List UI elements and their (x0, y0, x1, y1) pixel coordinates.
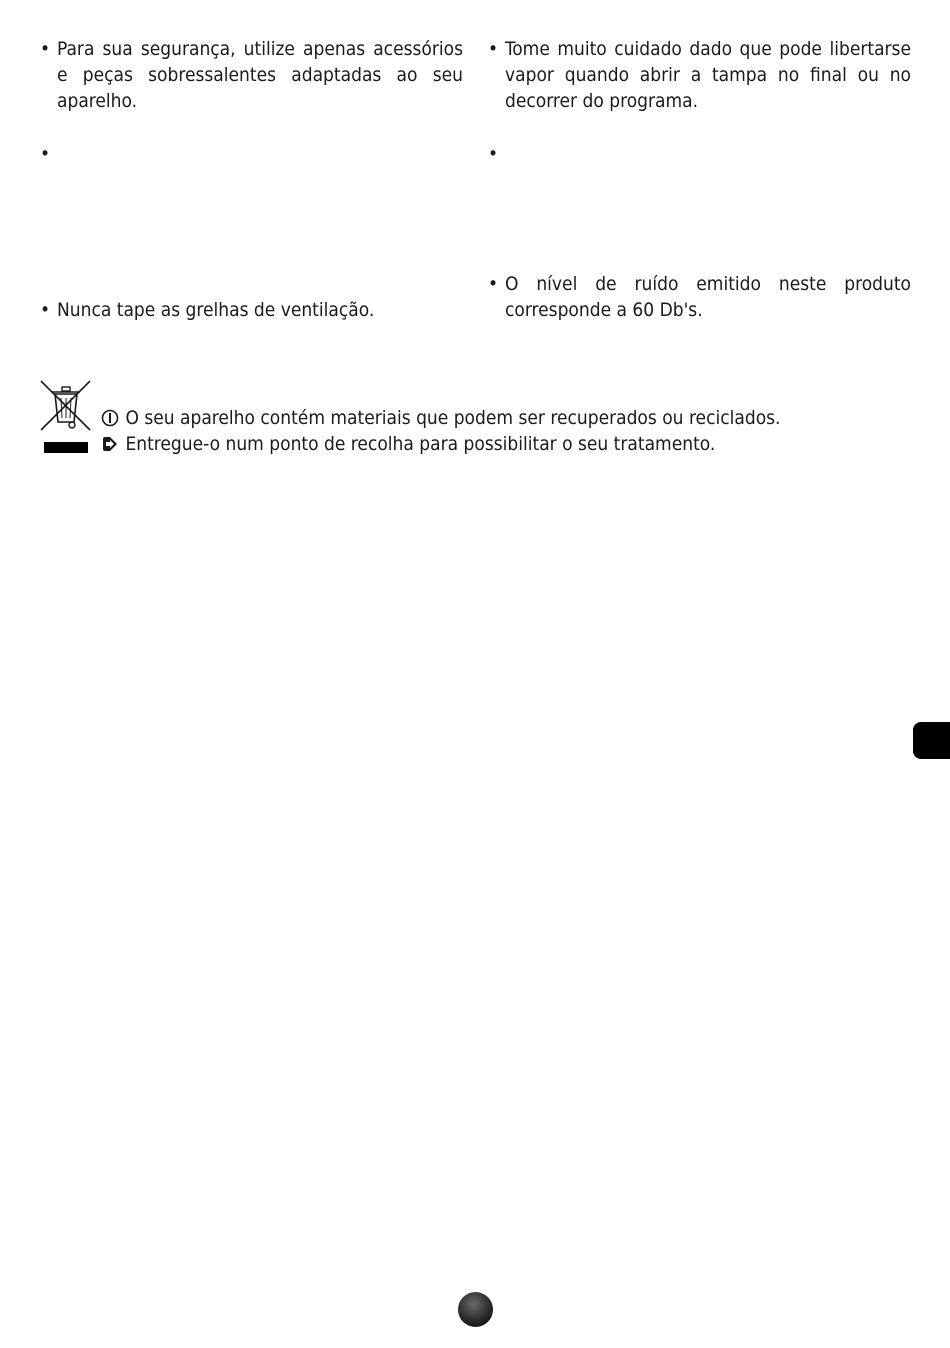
ventilation-text: Nunca tape as grelhas de ventilação. (57, 299, 375, 321)
bullet-dot: • (40, 38, 51, 60)
recycling-line-1-text: O seu aparelho contém materiais que podem ser recuperados ou reciclados. (125, 407, 781, 429)
bullet-dot: • (488, 143, 499, 165)
bullet-dot: • (40, 143, 51, 165)
recycling-line-2-text: Entregue-o num ponto de recolha para possibilitar o seu tratamento. (125, 433, 716, 455)
ventilation-bullet (40, 297, 463, 323)
bullet-dot: • (488, 273, 499, 295)
info-circle-icon (100, 405, 120, 431)
bullet-dot: • (488, 38, 499, 60)
recycling-line-1 (100, 405, 780, 431)
crossed-out-wheelie-bin-icon (38, 378, 94, 458)
arrow-right-icon (100, 431, 120, 457)
steam-warning-bullet (488, 36, 911, 114)
noise-level-bullet (488, 271, 911, 323)
noise-level-text: O nível de ruído emitido neste produto corresponde a 60 Db's. (505, 273, 911, 321)
safety-accessories-text: Para sua segurança, utilize apenas acessórios e peças sobressalentes adaptadas ao seu aparelho. (57, 38, 463, 112)
steam-warning-text: Tome muito cuidado dado que pode libertarse vapor quando abrir a tampa no final ou no decorrer do programa. (505, 38, 911, 112)
page-number-badge (458, 1292, 493, 1327)
bullet-dot: • (40, 299, 51, 321)
section-tab-marker (913, 722, 950, 759)
safety-accessories-bullet (40, 36, 463, 114)
recycling-notice (38, 378, 858, 460)
recycling-line-2 (100, 431, 715, 457)
